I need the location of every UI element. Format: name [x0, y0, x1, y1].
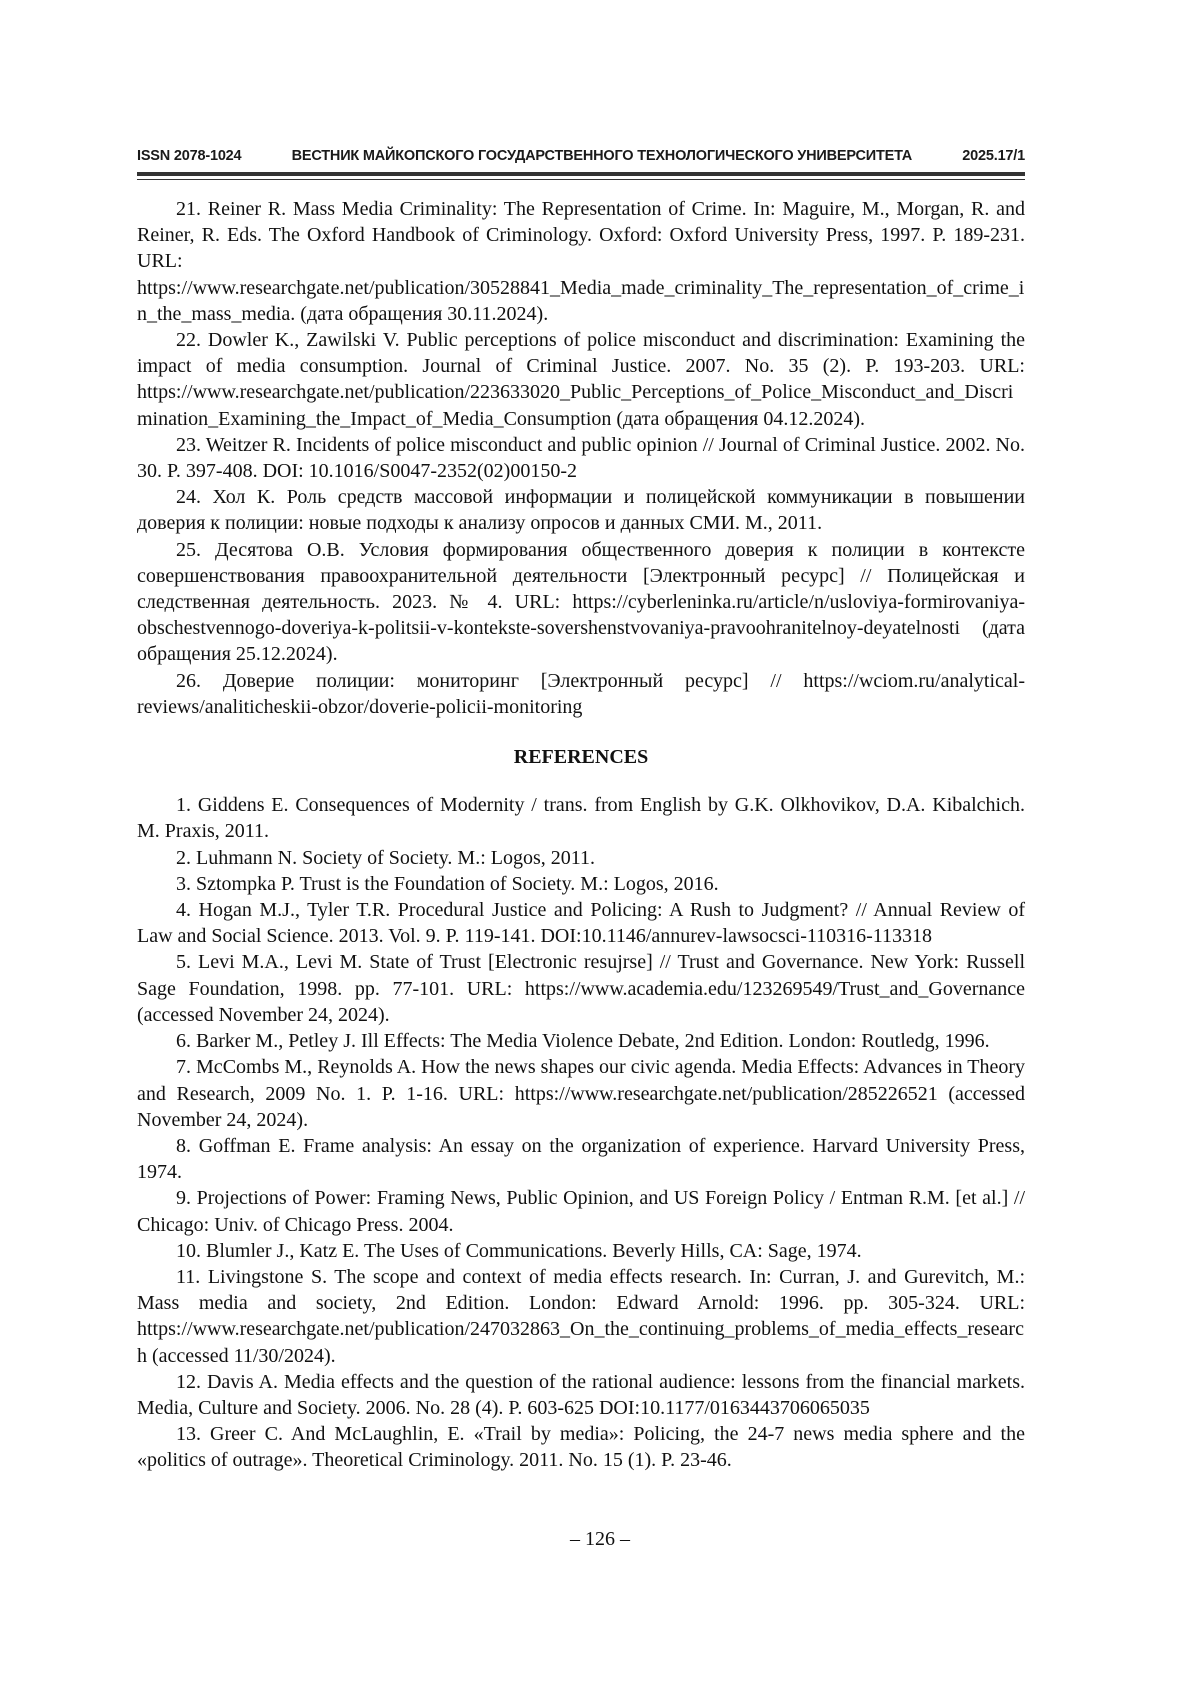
reference-item: 23. Weitzer R. Incidents of police misconduct and public opinion // Journal of Criminal Justice. 2002. No. 30. P. 397-408. DOI: 10.1016/S0047-2352(02)00150-2 [137, 433, 1025, 483]
reference-item: 5. Levi M.A., Levi M. State of Trust [Electronic resujrse] // Trust and Governance. New York: Russell Sage Foundation, 1998. pp. 77-101. URL: https://www.academia.edu/123269549/Trust_and_Governance (accessed November 24, 2024). [137, 951, 1025, 1026]
reference-item: 7. McCombs M., Reynolds A. How the news shapes our civic agenda. Media Effects: Advances in Theory and Research, 2009 No. 1. P. 1-16. URL: https://www.researchgate.net/publication/285226521 (accessed November 24, 2024). [137, 1056, 1025, 1131]
header-journal-title: ВЕСТНИК МАЙКОПСКОГО ГОСУДАРСТВЕННОГО ТЕХНОЛОГИЧЕСКОГО УНИВЕРСИТЕТА [291, 148, 913, 164]
reference-item: 12. Davis A. Media effects and the question of the rational audience: lessons from the financial markets. Media, Culture and Society. 2006. No. 28 (4). P. 603-625 DOI:10.1177/0163443706065035 [137, 1370, 1025, 1419]
page-number: – 126 – [570, 1528, 630, 1550]
reference-item: 2. Luhmann N. Society of Society. M.: Logos, 2011. [176, 846, 596, 869]
main-content [137, 196, 1025, 1474]
header-rule-thick [137, 172, 1025, 176]
reference-item: 22. Dowler K., Zawilski V. Public perceptions of police misconduct and discrimination: Examining the impact of media consumption. Journal of Criminal Justice. 2007. No. 35 (2). P. 193-203. URL: https://www.researchgate.net/publication/223633020_Public_Perceptions_of_Police_Misconduct_and_Discrimination_Examining_the_Impact_of_Media_Consumption (дата обращения 04.12.2024). [137, 329, 1025, 430]
reference-item: 13. Greer C. And McLaughlin, E. «Trail by media»: Policing, the 24-7 news media sphere and the «politics of outrage». Theoretical Criminology. 2011. No. 15 (1). P. 23-46. [137, 1423, 1025, 1472]
references-en-list [137, 792, 1025, 1473]
reference-item: 4. Hogan M.J., Tyler T.R. Procedural Justice and Policing: A Rush to Judgment? // Annual Review of Law and Social Science. 2013. Vol. 9. P. 119-141. DOI:10.1146/annurev-lawsocsci-110316-113318 [137, 899, 1025, 948]
header-rule-thin [137, 179, 1025, 180]
reference-item: 1. Giddens E. Consequences of Modernity / trans. from English by G.K. Olkhovikov, D.A. Kibalchich. M. Praxis, 2011. [137, 794, 1025, 843]
reference-item: 10. Blumler J., Katz E. The Uses of Communications. Beverly Hills, CA: Sage, 1974. [176, 1239, 862, 1262]
reference-item: 6. Barker M., Petley J. Ill Effects: The Media Violence Debate, 2nd Edition. London: Routledg, 1996. [176, 1030, 990, 1053]
header-issn: ISSN 2078-1024 [137, 148, 242, 164]
reference-item: 11. Livingstone S. The scope and context of media effects research. In: Curran, J. and Gurevitch, M.: Mass media and society, 2nd Edition. London: Edward Arnold: 1996. pp. 305-324. URL: https://www.researchgate.net/publication/247032863_On_the_continuing_problems_of_media_effects_research (accessed 11/30/2024). [137, 1265, 1025, 1367]
reference-item: 8. Goffman E. Frame analysis: An essay on the organization of experience. Harvard University Press, 1974. [137, 1134, 1025, 1184]
running-header [137, 148, 1025, 164]
reference-item: 24. Хол К. Роль средств массовой информации и полицейской коммуникации в повышении доверия к полиции: новые подходы к анализу опросов и данных СМИ. М., 2011. [137, 486, 1025, 535]
reference-item: 3. Sztompka P. Trust is the Foundation of Society. M.: Logos, 2016. [176, 872, 719, 895]
reference-item: 25. Десятова О.В. Условия формирования общественного доверия к полиции в контексте совершенствования правоохранительной деятельности [Электронный ресурс] // Полицейская и следственная деятельность. 2023. № 4. URL: https://cyberleninka.ru/article/n/usloviya-formirovaniya-obschestvennogo-doveriya-k-politsii-v-kontekste-sovershenstvovaniya-pravoohranitelnoy-deyatelnosti (дата обращения 25.12.2024). [137, 538, 1025, 666]
references-ru-list [137, 196, 1025, 720]
reference-item: 26. Доверие полиции: мониторинг [Электронный ресурс] // https://wciom.ru/analytical-reviews/analiticheskii-obzor/doverie-policii-monitoring [137, 669, 1025, 718]
reference-item: 21. Reiner R. Mass Media Criminality: The Representation of Crime. In: Maguire, M., Morgan, R. and Reiner, R. Eds. The Oxford Handbook of Criminology. Oxford: Oxford University Press, 1997. P. 189-231. URL: https://www.researchgate.net/publication/30528841_Media_made_criminality_The_representation_of_crime_in_the_mass_media. (дата обращения 30.11.2024). [137, 198, 1025, 325]
references-heading: REFERENCES [513, 746, 649, 769]
header-issue: 2025.17/1 [962, 148, 1025, 164]
reference-item: 9. Projections of Power: Framing News, Public Opinion, and US Foreign Policy / Entman R.M. [et al.] // Chicago: Univ. of Chicago Press. 2004. [137, 1187, 1025, 1236]
